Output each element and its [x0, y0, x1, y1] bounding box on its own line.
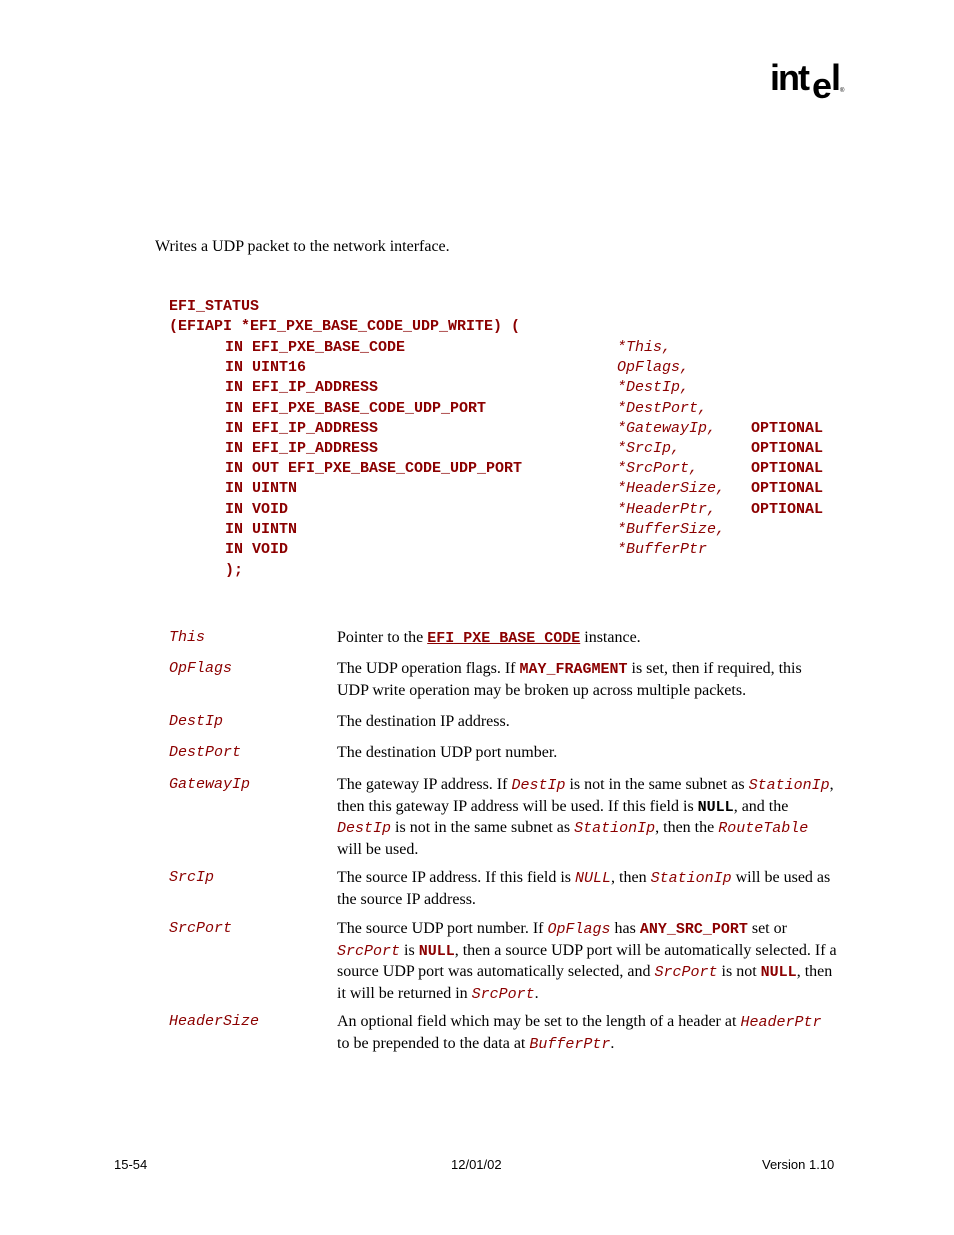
parameter-description [337, 712, 837, 733]
parameter-name: GatewayIp [169, 776, 251, 793]
function-signature: (EFIAPI *EFI_PXE_BASE_CODE_UDP_WRITE) ( [169, 318, 521, 335]
description-text: instance. [580, 629, 641, 646]
description-text: , and the [733, 797, 789, 815]
param-name: *HeaderSize, [617, 480, 726, 498]
code-term: OpFlags [547, 921, 611, 938]
description-text: An optional field which may be set to the length of a header at [337, 1013, 741, 1030]
description-text: The source IP address. If this field is [337, 869, 576, 886]
parameter-description [337, 919, 837, 1005]
svg-text:e: e [812, 65, 833, 104]
param-type: IN VOID [225, 541, 289, 558]
param-type: IN VOID [225, 500, 289, 518]
description-text: to be prepended to the data at [337, 1034, 530, 1052]
code-term: RouteTable [718, 820, 809, 837]
summary-text: Writes a UDP packet to the network interface. [155, 238, 450, 255]
description-text: , then it will be returned in [337, 963, 833, 1002]
code-term: StationIp [574, 820, 656, 837]
parameter-description [337, 775, 837, 860]
param-name: *BufferPtr [617, 541, 708, 558]
description-text: Pointer to the [337, 629, 428, 646]
param-type: IN EFI_IP_ADDRESS [225, 440, 379, 457]
svg-text:®: ® [840, 88, 845, 94]
param-type: IN EFI_PXE_BASE_CODE_UDP_PORT [225, 399, 487, 417]
param-type: IN OUT EFI_PXE_BASE_CODE_UDP_PORT [225, 460, 523, 478]
parameter-name: SrcPort [169, 920, 233, 937]
code-term: HeaderPtr [740, 1014, 822, 1031]
code-term: NULL [697, 798, 734, 816]
code-term: DestIp [511, 777, 566, 794]
description-text: is not in the same subnet as [391, 819, 575, 836]
description-text: , then a source UDP port will be automatically selected. If a source UDP port was automatically selected, and [337, 941, 837, 980]
param-name: *SrcPort, [617, 460, 699, 478]
code-term: DestIp [337, 820, 392, 837]
param-name: *GatewayIp, [617, 419, 717, 437]
param-type: IN UINT16 [225, 359, 307, 377]
parameter-name: DestIp [169, 713, 224, 730]
description-text: , then the [655, 819, 719, 836]
description-text: . [610, 1034, 615, 1052]
type-link[interactable]: EFI_PXE_BASE_CODE [427, 630, 581, 647]
description-text: The source UDP port number. If [337, 920, 548, 937]
return-type: EFI_STATUS [169, 298, 260, 315]
prototype-close: ); [225, 562, 244, 579]
description-text: The gateway IP address. If [337, 776, 512, 793]
param-type: IN EFI_PXE_BASE_CODE [225, 339, 406, 356]
code-term: StationIp [748, 777, 830, 794]
param-name: *BufferSize, [617, 520, 726, 538]
param-name: *SrcIp, [617, 440, 681, 457]
parameter-description [337, 868, 837, 910]
parameter-name: DestPort [169, 744, 242, 761]
optional-flag: OPTIONAL [751, 440, 824, 457]
parameter-description [337, 659, 837, 701]
description-text: has [610, 920, 640, 937]
code-term: BufferPtr [529, 1035, 611, 1053]
description-text: , then this gateway IP address will be used. If this field is [337, 776, 834, 815]
optional-flag: OPTIONAL [751, 419, 824, 437]
code-term: StationIp [650, 870, 732, 887]
param-type: IN UINTN [225, 480, 298, 498]
footer-date: 12/01/02 [451, 1157, 502, 1172]
description-text: , then [611, 869, 651, 886]
code-term: SrcPort [471, 985, 535, 1003]
description-text: set or [747, 920, 787, 937]
parameter-name: This [169, 629, 206, 646]
param-type: IN EFI_IP_ADDRESS [225, 379, 379, 397]
description-text: is [400, 941, 419, 959]
page-number: 15-54 [114, 1157, 148, 1172]
description-text: will be used as the source IP address. [337, 869, 831, 908]
code-term: NULL [575, 870, 612, 887]
parameter-description [337, 628, 837, 650]
intel-logo [770, 58, 850, 104]
parameter-name: SrcIp [169, 869, 215, 886]
param-name: *DestIp, [617, 379, 690, 397]
code-term: NULL [760, 964, 797, 981]
description-text: will be used. [337, 840, 419, 858]
code-term: SrcPort [337, 942, 401, 960]
parameter-description [337, 743, 837, 764]
code-term: SrcPort [654, 964, 718, 981]
parameter-name: OpFlags [169, 660, 233, 677]
optional-flag: OPTIONAL [751, 460, 824, 478]
description-text: is set, then if required, this UDP write operation may be broken up across multiple packets. [337, 660, 802, 699]
description-text: The UDP operation flags. If [337, 660, 520, 677]
param-name: *This, [617, 339, 672, 356]
optional-flag: OPTIONAL [751, 480, 824, 498]
description-text: is not [717, 963, 761, 980]
description-text: . [534, 984, 539, 1002]
parameter-description [337, 1012, 837, 1055]
description-text: The destination IP address. [337, 713, 510, 730]
svg-text:l: l [831, 58, 842, 98]
code-term: NULL [418, 942, 455, 960]
footer-version: Version 1.10 [762, 1157, 835, 1172]
code-term: MAY_FRAGMENT [519, 661, 628, 678]
param-name: *DestPort, [617, 399, 708, 417]
param-name: OpFlags, [617, 359, 690, 377]
param-type: IN EFI_IP_ADDRESS [225, 419, 379, 437]
param-type: IN UINTN [225, 520, 298, 538]
optional-flag: OPTIONAL [751, 500, 824, 518]
description-text: The destination UDP port number. [337, 744, 558, 761]
parameter-name: HeaderSize [169, 1013, 260, 1030]
param-name: *HeaderPtr, [617, 500, 717, 518]
code-term: ANY_SRC_PORT [639, 921, 748, 938]
description-text: is not in the same subnet as [565, 776, 749, 793]
svg-text:int: int [770, 58, 808, 98]
